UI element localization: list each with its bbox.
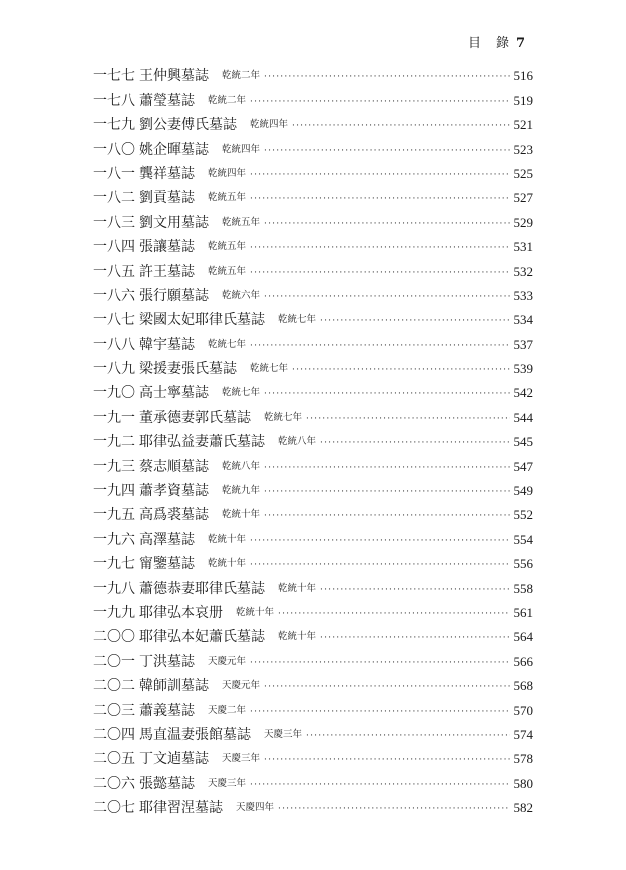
table-of-contents bbox=[93, 62, 533, 818]
entry-era: 乾統七年 bbox=[208, 338, 247, 350]
entry-title: 蕭德恭妻耶律氏墓誌 bbox=[139, 580, 265, 597]
entry-era: 乾統四年 bbox=[208, 167, 247, 179]
entry-title: 董承德妻郭氏墓誌 bbox=[139, 409, 251, 426]
entry-era: 天慶四年 bbox=[236, 802, 275, 814]
entry-page-number: 547 bbox=[513, 458, 533, 474]
dot-leader bbox=[264, 68, 509, 86]
entry-page-number: 556 bbox=[513, 556, 533, 572]
entry-title: 梁國太妃耶律氏墓誌 bbox=[139, 312, 265, 329]
entry-number: 一九六 bbox=[93, 531, 135, 548]
dot-leader bbox=[320, 434, 509, 452]
entry-title: 馬直温妻張館墓誌 bbox=[139, 726, 251, 743]
entry-title: 張行願墓誌 bbox=[139, 287, 209, 304]
dot-leader bbox=[250, 190, 509, 208]
entry-era: 乾統二年 bbox=[208, 94, 247, 106]
entry-title: 王仲興墓誌 bbox=[139, 68, 209, 85]
entry-number: 一九七 bbox=[93, 556, 135, 573]
entry-number: 一九一 bbox=[93, 409, 135, 426]
entry-number: 二〇六 bbox=[93, 775, 135, 792]
entry-era: 乾統六年 bbox=[222, 289, 261, 301]
toc-entry[interactable] bbox=[93, 355, 533, 379]
entry-title: 蕭瑩墓誌 bbox=[139, 92, 195, 109]
entry-number: 二〇三 bbox=[93, 702, 135, 719]
entry-page-number: 582 bbox=[513, 800, 533, 816]
entry-page-number: 549 bbox=[513, 483, 533, 499]
toc-entry[interactable] bbox=[93, 403, 533, 427]
dot-leader bbox=[264, 288, 509, 306]
dot-leader bbox=[320, 581, 509, 599]
entry-era: 乾統五年 bbox=[208, 241, 247, 253]
toc-entry[interactable] bbox=[93, 86, 533, 110]
entry-number: 一九三 bbox=[93, 458, 135, 475]
toc-entry[interactable] bbox=[93, 135, 533, 159]
entry-title: 蔡志順墓誌 bbox=[139, 458, 209, 475]
entry-era: 天慶三年 bbox=[222, 753, 261, 765]
toc-entry[interactable] bbox=[93, 574, 533, 598]
entry-title: 龔祥墓誌 bbox=[139, 165, 195, 182]
entry-title: 耶律習涅墓誌 bbox=[139, 800, 223, 817]
entry-title: 張懿墓誌 bbox=[139, 775, 195, 792]
toc-entry[interactable] bbox=[93, 208, 533, 232]
entry-title: 高士寧墓誌 bbox=[139, 385, 209, 402]
entry-era: 天慶元年 bbox=[208, 655, 247, 667]
entry-number: 一八〇 bbox=[93, 141, 135, 158]
entry-title: 劉文用墓誌 bbox=[139, 214, 209, 231]
entry-number: 二〇四 bbox=[93, 726, 135, 743]
entry-era: 乾統七年 bbox=[264, 411, 303, 423]
entry-era: 乾統十年 bbox=[278, 582, 317, 594]
entry-number: 二〇五 bbox=[93, 751, 135, 768]
dot-leader bbox=[264, 507, 509, 525]
entry-number: 一八一 bbox=[93, 165, 135, 182]
entry-number: 一七九 bbox=[93, 117, 135, 134]
toc-entry[interactable] bbox=[93, 721, 533, 745]
entry-number: 一八二 bbox=[93, 190, 135, 207]
entry-era: 乾統十年 bbox=[208, 558, 247, 570]
entry-number: 一九〇 bbox=[93, 385, 135, 402]
entry-era: 乾統四年 bbox=[250, 119, 289, 131]
entry-page-number: 516 bbox=[513, 68, 533, 84]
entry-title: 張讓墓誌 bbox=[139, 239, 195, 256]
running-header bbox=[468, 32, 526, 51]
dot-leader bbox=[320, 629, 509, 647]
toc-entry[interactable] bbox=[93, 623, 533, 647]
dot-leader bbox=[320, 312, 509, 330]
entry-number: 一八四 bbox=[93, 239, 135, 256]
dot-leader bbox=[278, 800, 509, 818]
dot-leader bbox=[292, 361, 509, 379]
entry-page-number: 542 bbox=[513, 385, 533, 401]
entry-number: 一九八 bbox=[93, 580, 135, 597]
toc-entry[interactable] bbox=[93, 745, 533, 769]
dot-leader bbox=[250, 93, 509, 111]
dot-leader bbox=[250, 337, 509, 355]
entry-era: 天慶三年 bbox=[264, 728, 303, 740]
entry-number: 二〇一 bbox=[93, 653, 135, 670]
entry-page-number: 523 bbox=[513, 141, 533, 157]
entry-number: 一七八 bbox=[93, 92, 135, 109]
entry-title: 蕭孝資墓誌 bbox=[139, 483, 209, 500]
toc-entry[interactable] bbox=[93, 62, 533, 86]
entry-title: 姚企暉墓誌 bbox=[139, 141, 209, 158]
entry-number: 一八五 bbox=[93, 263, 135, 280]
entry-title: 劉公妻傅氏墓誌 bbox=[139, 117, 237, 134]
toc-entry[interactable] bbox=[93, 599, 533, 623]
toc-entry[interactable] bbox=[93, 769, 533, 793]
entry-number: 一八七 bbox=[93, 312, 135, 329]
entry-era: 乾統十年 bbox=[222, 509, 261, 521]
entry-page-number: 545 bbox=[513, 434, 533, 450]
dot-leader bbox=[250, 654, 509, 672]
entry-title: 耶律弘益妻蕭氏墓誌 bbox=[139, 434, 265, 451]
toc-entry[interactable] bbox=[93, 330, 533, 354]
entry-title: 劉貢墓誌 bbox=[139, 190, 195, 207]
entry-era: 乾統八年 bbox=[222, 460, 261, 472]
toc-entry[interactable] bbox=[93, 184, 533, 208]
dot-leader bbox=[250, 556, 509, 574]
entry-era: 乾統十年 bbox=[208, 533, 247, 545]
toc-entry[interactable] bbox=[93, 111, 533, 135]
entry-title: 耶律弘本哀册 bbox=[139, 604, 223, 621]
dot-leader bbox=[250, 776, 509, 794]
entry-number: 二〇七 bbox=[93, 800, 135, 817]
entry-page-number: 531 bbox=[513, 239, 533, 255]
entry-number: 一八九 bbox=[93, 361, 135, 378]
header-label: 目 錄 bbox=[467, 36, 510, 51]
entry-number: 一九四 bbox=[93, 483, 135, 500]
entry-era: 乾統十年 bbox=[236, 606, 275, 618]
entry-page-number: 580 bbox=[513, 775, 533, 791]
toc-entry[interactable] bbox=[93, 233, 533, 257]
entry-title: 韓宇墓誌 bbox=[139, 336, 195, 353]
dot-leader bbox=[264, 459, 509, 477]
toc-entry[interactable] bbox=[93, 428, 533, 452]
entry-era: 乾統五年 bbox=[208, 192, 247, 204]
entry-page-number: 527 bbox=[513, 190, 533, 206]
dot-leader bbox=[292, 117, 509, 135]
entry-page-number: 570 bbox=[513, 702, 533, 718]
entry-era: 乾統七年 bbox=[278, 314, 317, 326]
entry-number: 一七七 bbox=[93, 68, 135, 85]
dot-leader bbox=[306, 727, 509, 745]
dot-leader bbox=[250, 166, 509, 184]
dot-leader bbox=[250, 239, 509, 257]
dot-leader bbox=[264, 751, 509, 769]
entry-title: 丁文逌墓誌 bbox=[139, 751, 209, 768]
entry-page-number: 521 bbox=[513, 117, 533, 133]
entry-era: 乾統四年 bbox=[222, 143, 261, 155]
header-page-number: 7 bbox=[515, 36, 526, 51]
entry-number: 一九九 bbox=[93, 604, 135, 621]
entry-era: 乾統十年 bbox=[278, 631, 317, 643]
toc-entry[interactable] bbox=[93, 501, 533, 525]
entry-number: 一九二 bbox=[93, 434, 135, 451]
entry-number: 一九五 bbox=[93, 507, 135, 524]
entry-number: 一八三 bbox=[93, 214, 135, 231]
entry-era: 乾統九年 bbox=[222, 485, 261, 497]
entry-title: 韓師訓墓誌 bbox=[139, 678, 209, 695]
entry-page-number: 529 bbox=[513, 214, 533, 230]
entry-title: 耶律弘本妃蕭氏墓誌 bbox=[139, 629, 265, 646]
entry-era: 天慶二年 bbox=[208, 704, 247, 716]
entry-title: 高澤墓誌 bbox=[139, 531, 195, 548]
dot-leader bbox=[250, 264, 509, 282]
entry-page-number: 561 bbox=[513, 604, 533, 620]
dot-leader bbox=[264, 483, 509, 501]
entry-page-number: 519 bbox=[513, 92, 533, 108]
toc-entry[interactable] bbox=[93, 452, 533, 476]
entry-era: 乾統八年 bbox=[278, 436, 317, 448]
entry-title: 梁援妻張氏墓誌 bbox=[139, 361, 237, 378]
entry-era: 乾統五年 bbox=[222, 216, 261, 228]
toc-entry[interactable] bbox=[93, 477, 533, 501]
toc-entry[interactable] bbox=[93, 282, 533, 306]
entry-title: 蕭義墓誌 bbox=[139, 702, 195, 719]
dot-leader bbox=[278, 605, 509, 623]
entry-page-number: 574 bbox=[513, 726, 533, 742]
entry-number: 一八六 bbox=[93, 287, 135, 304]
dot-leader bbox=[250, 703, 509, 721]
entry-page-number: 552 bbox=[513, 507, 533, 523]
toc-entry[interactable] bbox=[93, 647, 533, 671]
toc-entry[interactable] bbox=[93, 550, 533, 574]
entry-title: 甯鑒墓誌 bbox=[139, 556, 195, 573]
entry-era: 天慶三年 bbox=[208, 777, 247, 789]
toc-entry[interactable] bbox=[93, 257, 533, 281]
entry-page-number: 544 bbox=[513, 409, 533, 425]
entry-number: 二〇二 bbox=[93, 678, 135, 695]
dot-leader bbox=[306, 410, 509, 428]
entry-page-number: 568 bbox=[513, 678, 533, 694]
entry-number: 一八八 bbox=[93, 336, 135, 353]
toc-entry[interactable] bbox=[93, 672, 533, 696]
entry-title: 高爲裘墓誌 bbox=[139, 507, 209, 524]
entry-page-number: 566 bbox=[513, 653, 533, 669]
entry-page-number: 564 bbox=[513, 629, 533, 645]
entry-title: 丁洪墓誌 bbox=[139, 653, 195, 670]
entry-page-number: 533 bbox=[513, 287, 533, 303]
entry-page-number: 558 bbox=[513, 580, 533, 596]
entry-number: 二〇〇 bbox=[93, 629, 135, 646]
entry-era: 乾統二年 bbox=[222, 70, 261, 82]
toc-entry[interactable] bbox=[93, 379, 533, 403]
dot-leader bbox=[264, 678, 509, 696]
dot-leader bbox=[250, 532, 509, 550]
toc-entry[interactable] bbox=[93, 160, 533, 184]
toc-entry[interactable] bbox=[93, 306, 533, 330]
toc-entry[interactable] bbox=[93, 794, 533, 818]
entry-page-number: 534 bbox=[513, 312, 533, 328]
entry-title: 許王墓誌 bbox=[139, 263, 195, 280]
dot-leader bbox=[264, 142, 509, 160]
dot-leader bbox=[264, 215, 509, 233]
toc-entry[interactable] bbox=[93, 696, 533, 720]
entry-page-number: 532 bbox=[513, 263, 533, 279]
entry-era: 天慶元年 bbox=[222, 680, 261, 692]
entry-page-number: 537 bbox=[513, 336, 533, 352]
entry-era: 乾統五年 bbox=[208, 265, 247, 277]
entry-page-number: 525 bbox=[513, 165, 533, 181]
entry-page-number: 554 bbox=[513, 531, 533, 547]
entry-era: 乾統七年 bbox=[222, 387, 261, 399]
entry-era: 乾統七年 bbox=[250, 363, 289, 375]
entry-page-number: 539 bbox=[513, 361, 533, 377]
entry-page-number: 578 bbox=[513, 751, 533, 767]
dot-leader bbox=[264, 385, 509, 403]
toc-entry[interactable] bbox=[93, 525, 533, 549]
